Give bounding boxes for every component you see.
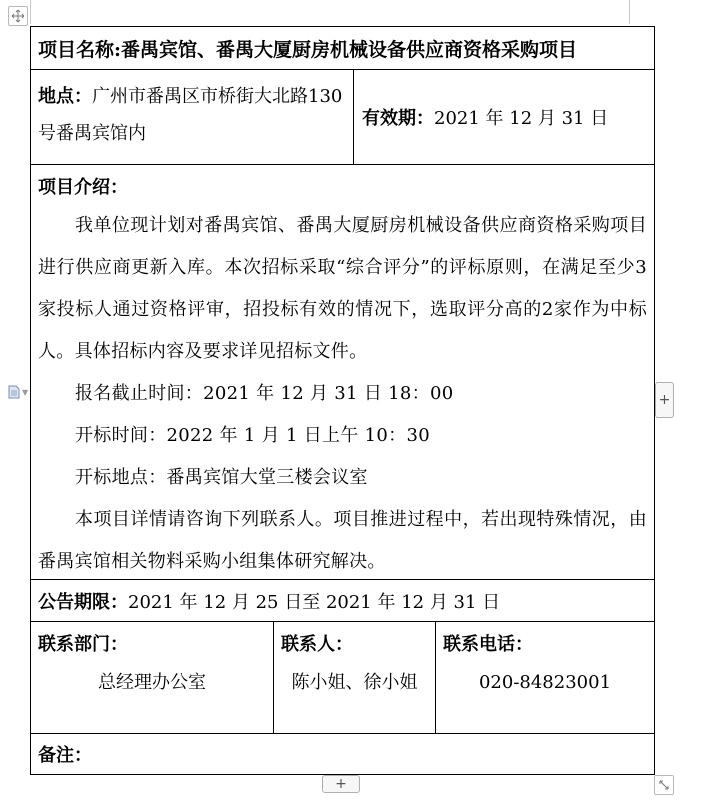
procurement-notice-table — [30, 26, 655, 775]
location-value: 广州市番禺区市桥街大北路130号番禺宾馆内 — [38, 86, 343, 144]
intro-heading: 项目介绍： — [38, 177, 128, 198]
notice-period-label: 公告期限： — [38, 591, 128, 613]
registration-deadline: 报名截止时间：2021 年 12 月 31 日 18：00 — [75, 383, 454, 404]
margin-guide — [30, 0, 31, 24]
contact-note-paragraph: 本项目详情请咨询下列联系人。项目推进过程中，若出现特殊情况，由番禺宾馆相关物料采购小组集体研究解决。 — [38, 509, 647, 572]
add-column-button[interactable] — [655, 382, 674, 418]
validity-cell[interactable] — [354, 70, 654, 164]
contact-person-value: 陈小姐、徐小姐 — [291, 672, 418, 693]
project-name-value: 番禺宾馆、番禺大厦厨房机械设备供应商资格采购项目 — [121, 38, 578, 61]
move-arrows-icon[interactable] — [8, 6, 28, 26]
phone-label: 联系电话： — [443, 634, 533, 655]
document-icon[interactable]: ▼ — [8, 383, 32, 401]
plus-icon: + — [658, 392, 671, 408]
remarks-row — [31, 734, 654, 774]
phone-cell[interactable] — [436, 622, 654, 733]
contact-person-label: 联系人： — [281, 634, 353, 655]
location-label: 地点： — [38, 86, 92, 107]
department-value: 总经理办公室 — [98, 672, 206, 693]
validity-value: 2021 年 12 月 31 日 — [434, 108, 609, 129]
opening-time: 开标时间：2022 年 1 月 1 日上午 10：30 — [75, 425, 430, 446]
validity-label: 有效期： — [362, 108, 434, 129]
contact-person-cell[interactable] — [274, 622, 436, 733]
notice-period-row — [31, 580, 654, 622]
department-label: 联系部门： — [38, 634, 128, 655]
notice-period-value: 2021 年 12 月 25 日至 2021 年 12 月 31 日 — [128, 591, 501, 613]
project-name-row — [31, 27, 654, 70]
intro-row[interactable] — [31, 165, 654, 580]
plus-icon: + — [335, 776, 347, 792]
department-cell[interactable] — [31, 622, 274, 733]
project-name-label: 项目名称: — [38, 38, 122, 61]
opening-place: 开标地点：番禺宾馆大堂三楼会议室 — [75, 467, 368, 488]
intro-paragraph: 我单位现计划对番禺宾馆、番禺大厦厨房机械设备供应商资格采购项目进行供应商更新入库。本次招标采取“综合评分”的评标原则，在满足至少3家投标人通过资格评审，招投标有效的情况下，选取评分高的2家作为中标人。具体招标内容及要求详见招标文件。 — [38, 215, 647, 362]
resize-arrows-icon[interactable] — [654, 775, 674, 795]
contact-row — [31, 622, 654, 734]
remarks-label: 备注： — [38, 745, 92, 766]
margin-guide — [629, 0, 630, 24]
project-name-cell[interactable] — [31, 35, 584, 62]
location-row — [31, 70, 654, 165]
remarks-cell[interactable] — [31, 741, 99, 767]
notice-period-cell[interactable] — [31, 588, 507, 614]
location-cell[interactable] — [31, 70, 354, 164]
phone-value: 020-84823001 — [478, 672, 612, 693]
add-row-button[interactable] — [322, 775, 360, 793]
